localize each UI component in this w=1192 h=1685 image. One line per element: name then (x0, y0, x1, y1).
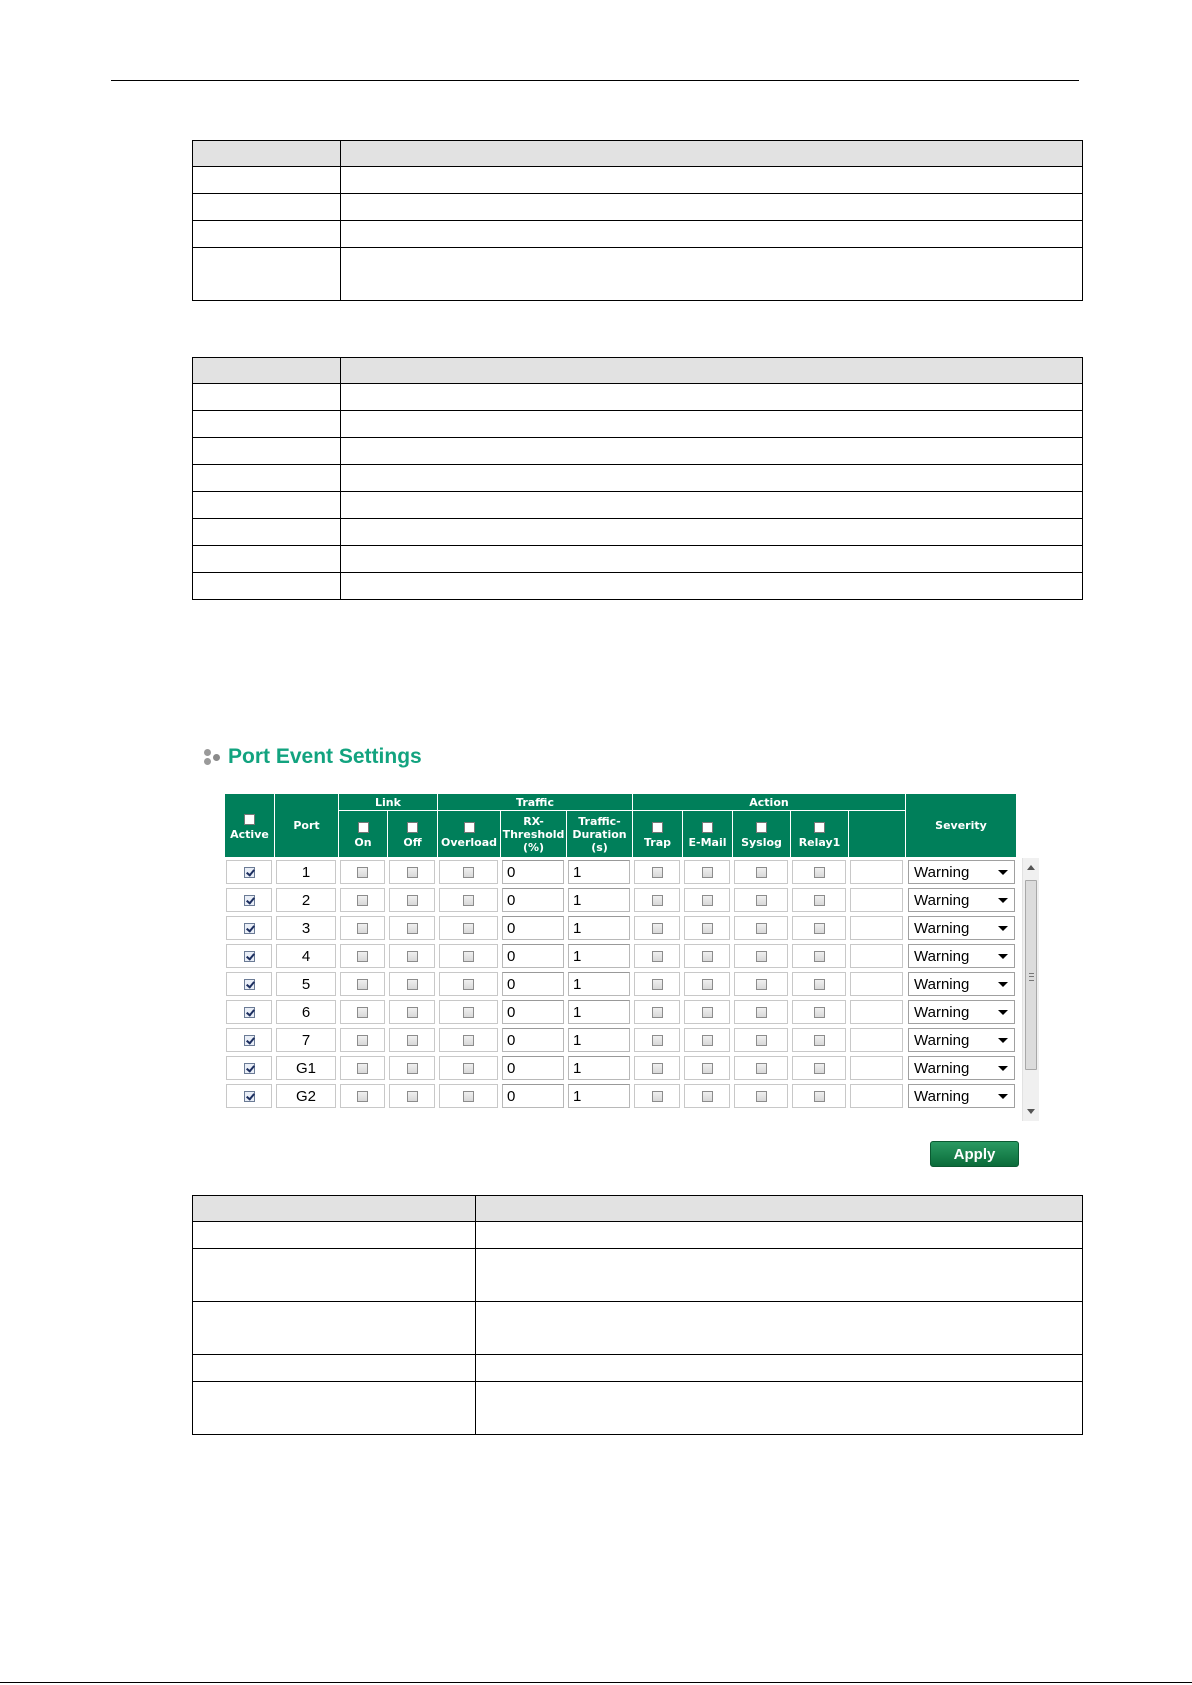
severity-value: Warning (914, 947, 970, 965)
active-checkbox[interactable] (244, 1007, 255, 1018)
trap-checkbox[interactable] (652, 1091, 663, 1102)
active-checkbox[interactable] (244, 951, 255, 962)
blank-cell (850, 1000, 903, 1024)
header-blank (849, 811, 906, 858)
panel-title (202, 742, 422, 772)
table-header-row (193, 141, 1083, 167)
chevron-down-icon (998, 1038, 1008, 1043)
link-off-checkbox[interactable] (407, 979, 418, 990)
trap-checkbox[interactable] (652, 1007, 663, 1018)
overload-checkbox[interactable] (463, 867, 474, 878)
email-checkbox[interactable] (702, 895, 713, 906)
header-rx-threshold: RX- Threshold (%) (501, 811, 567, 858)
table-row (193, 194, 1083, 221)
page-bottom-rule (0, 1682, 1192, 1683)
header-trap: Trap (633, 811, 683, 858)
active-checkbox[interactable] (244, 923, 255, 934)
syslog-checkbox[interactable] (756, 1035, 767, 1046)
overload-all-checkbox[interactable] (464, 822, 475, 833)
blank-cell (850, 1084, 903, 1108)
trap-checkbox[interactable] (652, 1035, 663, 1046)
blank-cell (850, 888, 903, 912)
traffic-duration-input[interactable]: 1 (568, 916, 630, 940)
link-off-checkbox[interactable] (407, 923, 418, 934)
table-row (193, 546, 1083, 573)
chevron-down-icon (998, 926, 1008, 931)
blank-cell (850, 860, 903, 884)
link-off-checkbox[interactable] (407, 1091, 418, 1102)
email-checkbox[interactable] (702, 867, 713, 878)
apply-button[interactable]: Apply (930, 1141, 1019, 1167)
relay1-checkbox[interactable] (814, 951, 825, 962)
traffic-duration-input[interactable]: 1 (568, 860, 630, 884)
syslog-checkbox[interactable] (756, 895, 767, 906)
email-checkbox[interactable] (702, 1063, 713, 1074)
grip-icon (1029, 973, 1034, 981)
severity-value: Warning (914, 975, 970, 993)
chevron-down-icon (998, 1010, 1008, 1015)
port-label: G2 (276, 1084, 336, 1108)
port-label: 3 (276, 916, 336, 940)
relay1-checkbox[interactable] (814, 895, 825, 906)
active-checkbox[interactable] (244, 979, 255, 990)
overload-checkbox[interactable] (463, 923, 474, 934)
syslog-checkbox[interactable] (756, 1063, 767, 1074)
link-on-checkbox[interactable] (357, 1007, 368, 1018)
table-row (193, 1355, 1083, 1382)
severity-value: Warning (914, 891, 970, 909)
syslog-checkbox[interactable] (756, 1007, 767, 1018)
port-label: 2 (276, 888, 336, 912)
severity-select[interactable] (908, 972, 1015, 996)
trap-checkbox[interactable] (652, 1063, 663, 1074)
table-row (224, 970, 1016, 998)
rx-threshold-input[interactable]: 0 (502, 888, 564, 912)
active-checkbox[interactable] (244, 1063, 255, 1074)
table-row (224, 1054, 1016, 1082)
relay1-checkbox[interactable] (814, 1035, 825, 1046)
traffic-duration-input[interactable]: 1 (568, 1028, 630, 1052)
chevron-down-icon (998, 1066, 1008, 1071)
table-row (224, 914, 1016, 942)
relay1-checkbox[interactable] (814, 867, 825, 878)
link-off-checkbox[interactable] (407, 951, 418, 962)
email-checkbox[interactable] (702, 979, 713, 990)
port-label: G1 (276, 1056, 336, 1080)
overload-checkbox[interactable] (463, 1063, 474, 1074)
port-label: 5 (276, 972, 336, 996)
syslog-checkbox[interactable] (756, 951, 767, 962)
link-on-checkbox[interactable] (357, 979, 368, 990)
scrollbar-thumb[interactable] (1025, 880, 1037, 1070)
port-label: 7 (276, 1028, 336, 1052)
traffic-duration-input[interactable]: 1 (568, 1056, 630, 1080)
port-label: 1 (276, 860, 336, 884)
active-all-checkbox[interactable] (244, 814, 255, 825)
table-row (193, 1302, 1083, 1355)
overload-checkbox[interactable] (463, 1007, 474, 1018)
traffic-duration-input[interactable]: 1 (568, 944, 630, 968)
port-event-header (224, 793, 1017, 858)
rx-threshold-input[interactable]: 0 (502, 860, 564, 884)
rx-threshold-input[interactable]: 0 (502, 1056, 564, 1080)
chevron-down-icon (998, 982, 1008, 987)
header-syslog: Syslog (733, 811, 791, 858)
traffic-duration-input[interactable]: 1 (568, 1084, 630, 1108)
table-header-row (193, 1196, 1083, 1222)
table-row (224, 998, 1016, 1026)
port-rows-scroll-area[interactable] (224, 858, 1022, 1121)
panel-title-text: Port Event Settings (228, 745, 422, 768)
header-active-label: Active (230, 827, 269, 841)
severity-select[interactable] (908, 944, 1015, 968)
rx-threshold-input[interactable]: 0 (502, 1000, 564, 1024)
rx-threshold-input[interactable]: 0 (502, 916, 564, 940)
severity-value: Warning (914, 1003, 970, 1021)
email-checkbox[interactable] (702, 951, 713, 962)
link-on-checkbox[interactable] (357, 951, 368, 962)
table-row (193, 492, 1083, 519)
syslog-checkbox[interactable] (756, 867, 767, 878)
header-traffic: Traffic (438, 794, 633, 811)
rx-threshold-input[interactable]: 0 (502, 944, 564, 968)
table-row (193, 221, 1083, 248)
header-overload: Overload (438, 811, 501, 858)
header-severity: Severity (906, 794, 1017, 858)
table-row (193, 248, 1083, 301)
trap-checkbox[interactable] (652, 867, 663, 878)
bullet-dots-icon (202, 746, 224, 768)
traffic-duration-input[interactable]: 1 (568, 888, 630, 912)
link-on-checkbox[interactable] (357, 895, 368, 906)
table-row (224, 1026, 1016, 1054)
severity-select[interactable] (908, 1084, 1015, 1108)
header-active (225, 794, 275, 858)
active-checkbox[interactable] (244, 1035, 255, 1046)
doc-table-2 (192, 357, 1083, 600)
overload-checkbox[interactable] (463, 895, 474, 906)
link-off-checkbox[interactable] (407, 1035, 418, 1046)
trap-checkbox[interactable] (652, 979, 663, 990)
doc-table-3 (192, 1195, 1083, 1435)
blank-cell (850, 972, 903, 996)
traffic-duration-input[interactable]: 1 (568, 972, 630, 996)
link-on-checkbox[interactable] (357, 1035, 368, 1046)
header-link: Link (339, 794, 438, 811)
rows-scrollbar[interactable] (1022, 858, 1039, 1121)
header-relay1: Relay1 (791, 811, 849, 858)
trap-checkbox[interactable] (652, 951, 663, 962)
table-row (193, 411, 1083, 438)
port-event-rows (224, 858, 1016, 1110)
header-email: E-Mail (683, 811, 733, 858)
rx-threshold-input[interactable]: 0 (502, 1084, 564, 1108)
severity-value: Warning (914, 919, 970, 937)
scroll-down-icon[interactable] (1027, 1109, 1035, 1114)
trap-checkbox[interactable] (652, 923, 663, 934)
chevron-down-icon (998, 898, 1008, 903)
link-off-checkbox[interactable] (407, 1007, 418, 1018)
header-on: On (339, 811, 388, 858)
blank-cell (850, 944, 903, 968)
link-off-checkbox[interactable] (407, 867, 418, 878)
email-checkbox[interactable] (702, 923, 713, 934)
severity-select[interactable] (908, 1000, 1015, 1024)
relay1-checkbox[interactable] (814, 979, 825, 990)
relay1-checkbox[interactable] (814, 923, 825, 934)
severity-select[interactable] (908, 916, 1015, 940)
severity-select[interactable] (908, 888, 1015, 912)
table-row (224, 858, 1016, 886)
link-on-checkbox[interactable] (357, 1063, 368, 1074)
rx-threshold-input[interactable]: 0 (502, 1028, 564, 1052)
link-off-checkbox[interactable] (407, 1063, 418, 1074)
syslog-checkbox[interactable] (756, 1091, 767, 1102)
syslog-all-checkbox[interactable] (756, 822, 767, 833)
severity-value: Warning (914, 1031, 970, 1049)
table-row (193, 384, 1083, 411)
port-label: 4 (276, 944, 336, 968)
chevron-down-icon (998, 870, 1008, 875)
severity-value: Warning (914, 1059, 970, 1077)
severity-value: Warning (914, 863, 970, 881)
table-row (193, 1249, 1083, 1302)
email-all-checkbox[interactable] (702, 822, 713, 833)
link-on-checkbox[interactable] (357, 1091, 368, 1102)
table-row (193, 519, 1083, 546)
chevron-down-icon (998, 1094, 1008, 1099)
relay1-checkbox[interactable] (814, 1063, 825, 1074)
syslog-checkbox[interactable] (756, 923, 767, 934)
relay1-checkbox[interactable] (814, 1091, 825, 1102)
table-row (224, 942, 1016, 970)
severity-select[interactable] (908, 1028, 1015, 1052)
table-row (193, 573, 1083, 600)
chevron-down-icon (998, 954, 1008, 959)
header-off: Off (388, 811, 438, 858)
on-all-checkbox[interactable] (358, 822, 369, 833)
active-checkbox[interactable] (244, 1091, 255, 1102)
active-checkbox[interactable] (244, 867, 255, 878)
table-row (193, 465, 1083, 492)
header-port: Port (275, 794, 339, 858)
overload-checkbox[interactable] (463, 979, 474, 990)
overload-checkbox[interactable] (463, 951, 474, 962)
syslog-checkbox[interactable] (756, 979, 767, 990)
severity-select[interactable] (908, 1056, 1015, 1080)
blank-cell (850, 1056, 903, 1080)
doc-table-1 (192, 140, 1083, 301)
email-checkbox[interactable] (702, 1091, 713, 1102)
table-row (193, 438, 1083, 465)
rx-threshold-input[interactable]: 0 (502, 972, 564, 996)
table-row (193, 1382, 1083, 1435)
table-row (193, 167, 1083, 194)
active-checkbox[interactable] (244, 895, 255, 906)
overload-checkbox[interactable] (463, 1091, 474, 1102)
blank-cell (850, 916, 903, 940)
trap-checkbox[interactable] (652, 895, 663, 906)
link-off-checkbox[interactable] (407, 895, 418, 906)
severity-value: Warning (914, 1087, 970, 1105)
table-header-row (193, 358, 1083, 384)
header-traffic-duration: Traffic- Duration (s) (567, 811, 633, 858)
link-on-checkbox[interactable] (357, 867, 368, 878)
email-checkbox[interactable] (702, 1035, 713, 1046)
table-row (224, 886, 1016, 914)
trap-all-checkbox[interactable] (652, 822, 663, 833)
severity-select[interactable] (908, 860, 1015, 884)
header-action: Action (633, 794, 906, 811)
off-all-checkbox[interactable] (407, 822, 418, 833)
relay1-checkbox[interactable] (814, 1007, 825, 1018)
relay1-all-checkbox[interactable] (814, 822, 825, 833)
link-on-checkbox[interactable] (357, 923, 368, 934)
email-checkbox[interactable] (702, 1007, 713, 1018)
page-top-rule (111, 80, 1079, 81)
scroll-up-icon[interactable] (1027, 865, 1035, 870)
port-label: 6 (276, 1000, 336, 1024)
blank-cell (850, 1028, 903, 1052)
overload-checkbox[interactable] (463, 1035, 474, 1046)
table-row (193, 1222, 1083, 1249)
table-row (224, 1082, 1016, 1110)
traffic-duration-input[interactable]: 1 (568, 1000, 630, 1024)
